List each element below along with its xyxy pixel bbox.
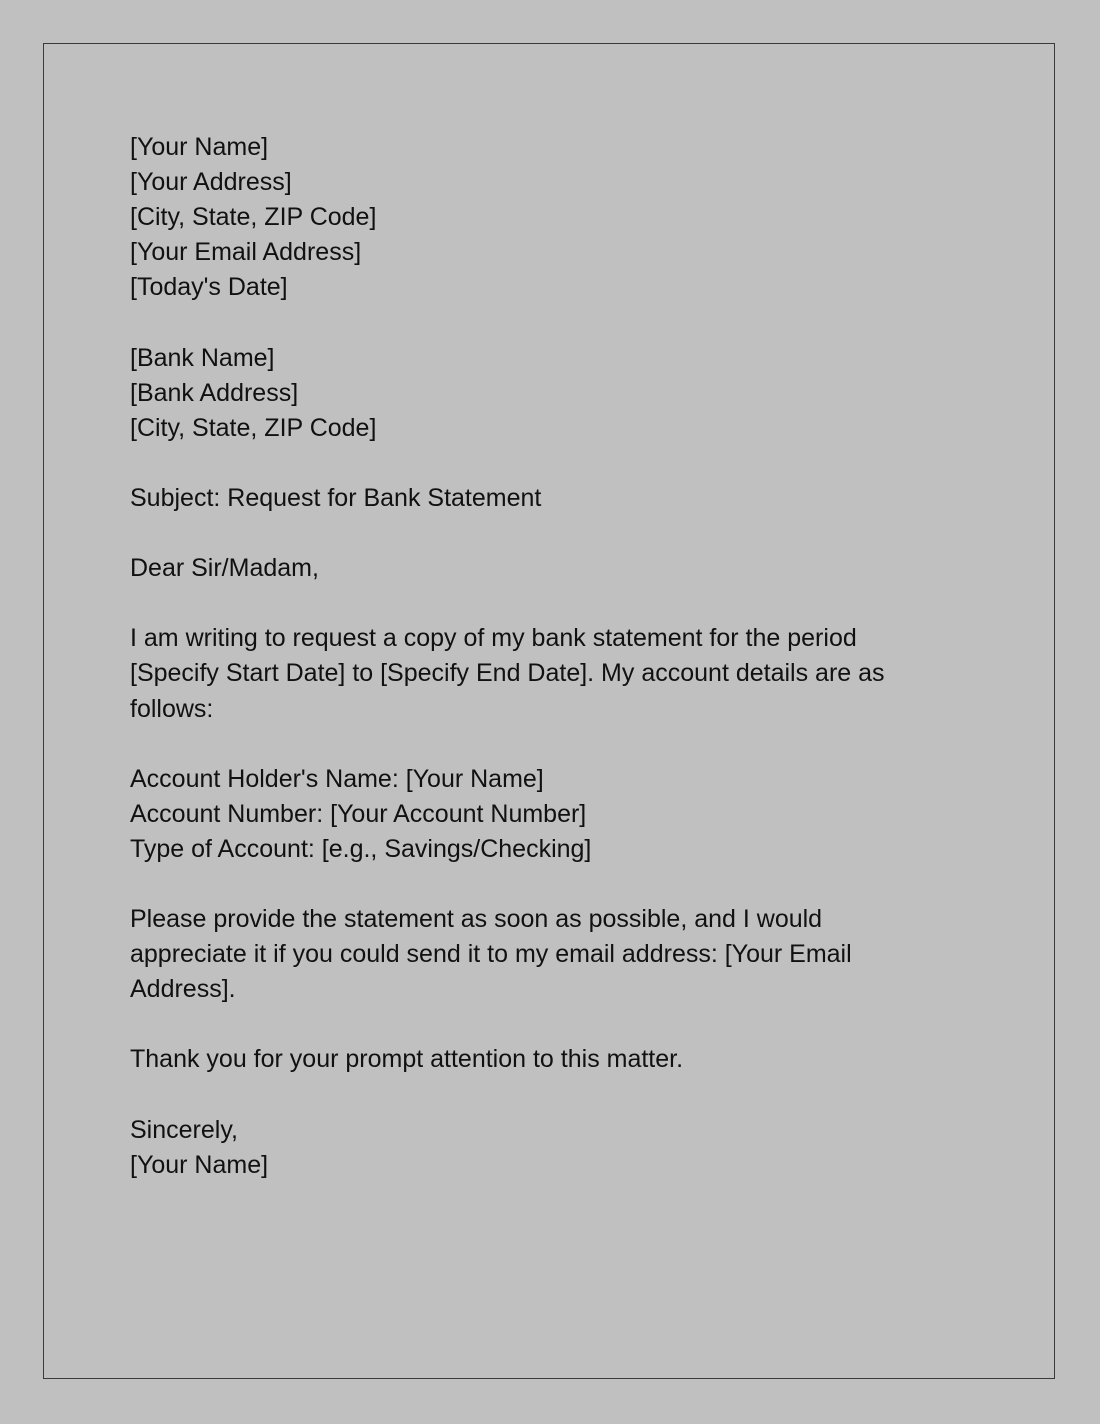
- account-number: Account Number: [Your Account Number]: [130, 799, 587, 828]
- paragraph-line: appreciate it if you could send it to my email address: [Your Email: [130, 940, 852, 969]
- valediction: Sincerely,: [130, 1115, 238, 1144]
- account-type: Type of Account: [e.g., Savings/Checking]: [130, 834, 592, 863]
- account-holder-name: Account Holder's Name: [Your Name]: [130, 764, 544, 793]
- spacer: [130, 727, 960, 762]
- bank-city-state-zip: [City, State, ZIP Code]: [130, 413, 377, 442]
- spacer: [130, 446, 960, 481]
- delivery-paragraph: [130, 902, 960, 1007]
- spacer: [130, 1078, 960, 1113]
- signature-name: [Your Name]: [130, 1150, 269, 1179]
- paragraph-line: Please provide the statement as soon as possible, and I would: [130, 905, 823, 934]
- spacer: [130, 305, 960, 340]
- account-details-block: [130, 762, 960, 867]
- spacer: [130, 867, 960, 902]
- sender-city-state-zip: [City, State, ZIP Code]: [130, 203, 377, 232]
- letter-date: [Today's Date]: [130, 273, 288, 302]
- letter-page: [43, 43, 1055, 1379]
- paragraph-line: follows:: [130, 694, 214, 723]
- spacer: [130, 586, 960, 621]
- subject-line: Subject: Request for Bank Statement: [130, 483, 542, 512]
- recipient-block: [130, 341, 960, 446]
- spacer: [130, 516, 960, 551]
- sender-address: [Your Address]: [130, 168, 292, 197]
- paragraph-line: [Specify Start Date] to [Specify End Date]. My account details are as: [130, 659, 885, 688]
- salutation: Dear Sir/Madam,: [130, 554, 319, 583]
- sender-name: [Your Name]: [130, 133, 269, 161]
- request-paragraph: [130, 621, 960, 726]
- closing-block: [130, 1113, 960, 1183]
- paragraph-line: Address].: [130, 975, 236, 1004]
- bank-name: [Bank Name]: [130, 343, 275, 372]
- paragraph-line: I am writing to request a copy of my bank statement for the period: [130, 624, 857, 653]
- sender-block: [130, 130, 960, 305]
- bank-address: [Bank Address]: [130, 378, 299, 407]
- spacer: [130, 1007, 960, 1042]
- sender-email: [Your Email Address]: [130, 238, 362, 267]
- thanks-line: Thank you for your prompt attention to this matter.: [130, 1045, 684, 1074]
- letter-body: [130, 130, 960, 1183]
